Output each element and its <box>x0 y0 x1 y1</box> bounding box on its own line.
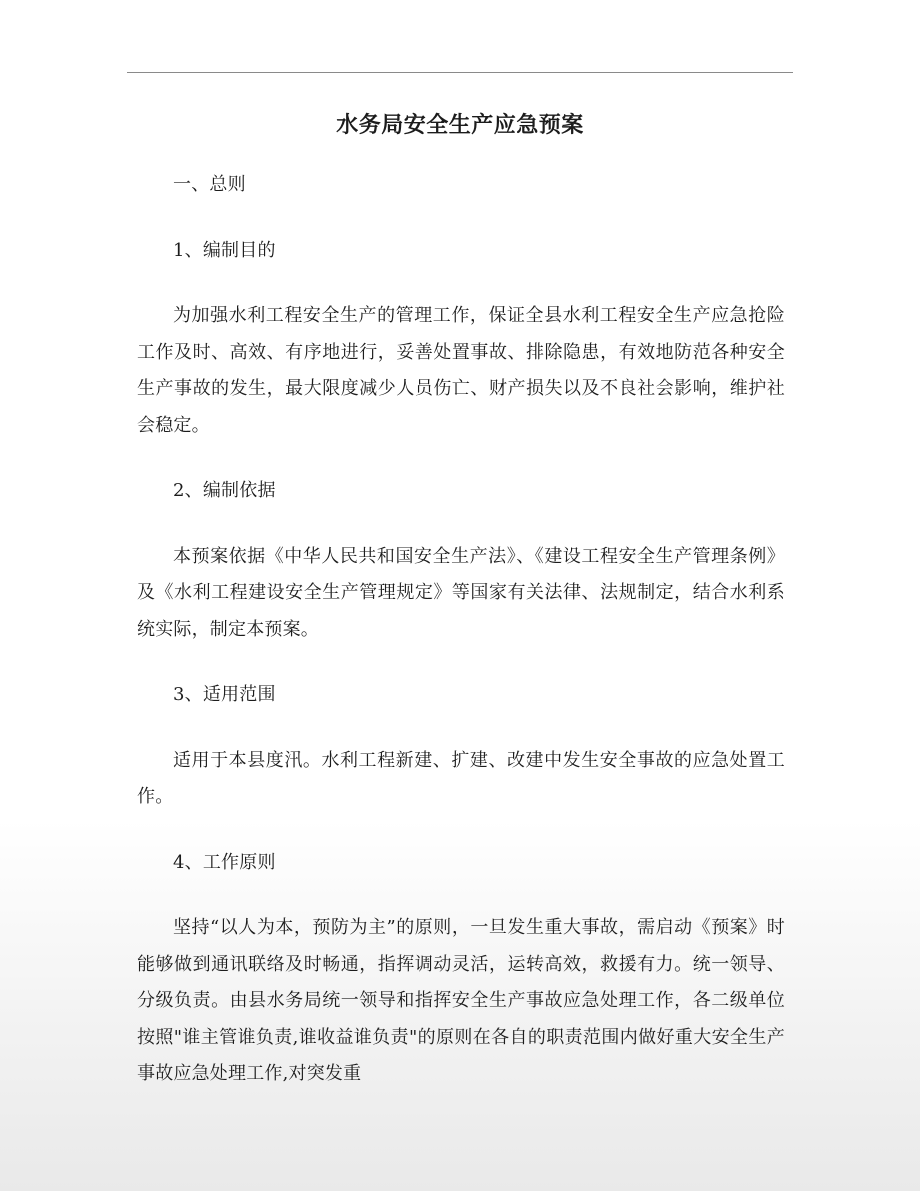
document-title: 水务局安全生产应急预案 <box>336 112 584 138</box>
subheading-scope: 3、适用范围 <box>173 684 276 705</box>
section-heading-general: 一、总则 <box>173 174 246 195</box>
header-rule <box>127 72 793 73</box>
subheading-purpose: 1、编制目的 <box>173 239 276 261</box>
paragraph-principles: 坚持“以人为本，预防为主”的原则，一旦发生重大事故，需启动《预案》时能够做到通讯联络及时畅通，指挥调动灵活，运转高效，救援有力。统一领导、分级负责。由县水务局统一领导和指挥安全生产事故应急处理工作，各二级单位按照"谁主管谁负责,谁收益谁负责"的原则在各自的职责范围内做好重大安全生产事故应急处理工作,对突发重 <box>137 917 785 1084</box>
subheading-basis: 2、编制依据 <box>173 480 276 501</box>
subheading-principles: 4、工作原则 <box>173 851 276 873</box>
document-body <box>137 167 785 1093</box>
paragraph-scope: 适用于本县度汛。水利工程新建、扩建、改建中发生安全事故的应急处置工作。 <box>137 749 785 807</box>
paragraph-basis: 本预案依据《中华人民共和国安全生产法》、《建设工程安全生产管理条例》及《水利工程建设安全生产管理规定》等国家有关法律、法规制定，结合水利系统实际，制定本预案。 <box>137 545 785 640</box>
paragraph-purpose: 为加强水利工程安全生产的管理工作，保证全县水利工程安全生产应急抢险工作及时、高效、有序地进行，妥善处置事故、排除隐患，有效地防范各种安全生产事故的发生，最大限度减少人员伤亡、财产损失以及不良社会影响，维护社会稳定。 <box>137 305 785 436</box>
